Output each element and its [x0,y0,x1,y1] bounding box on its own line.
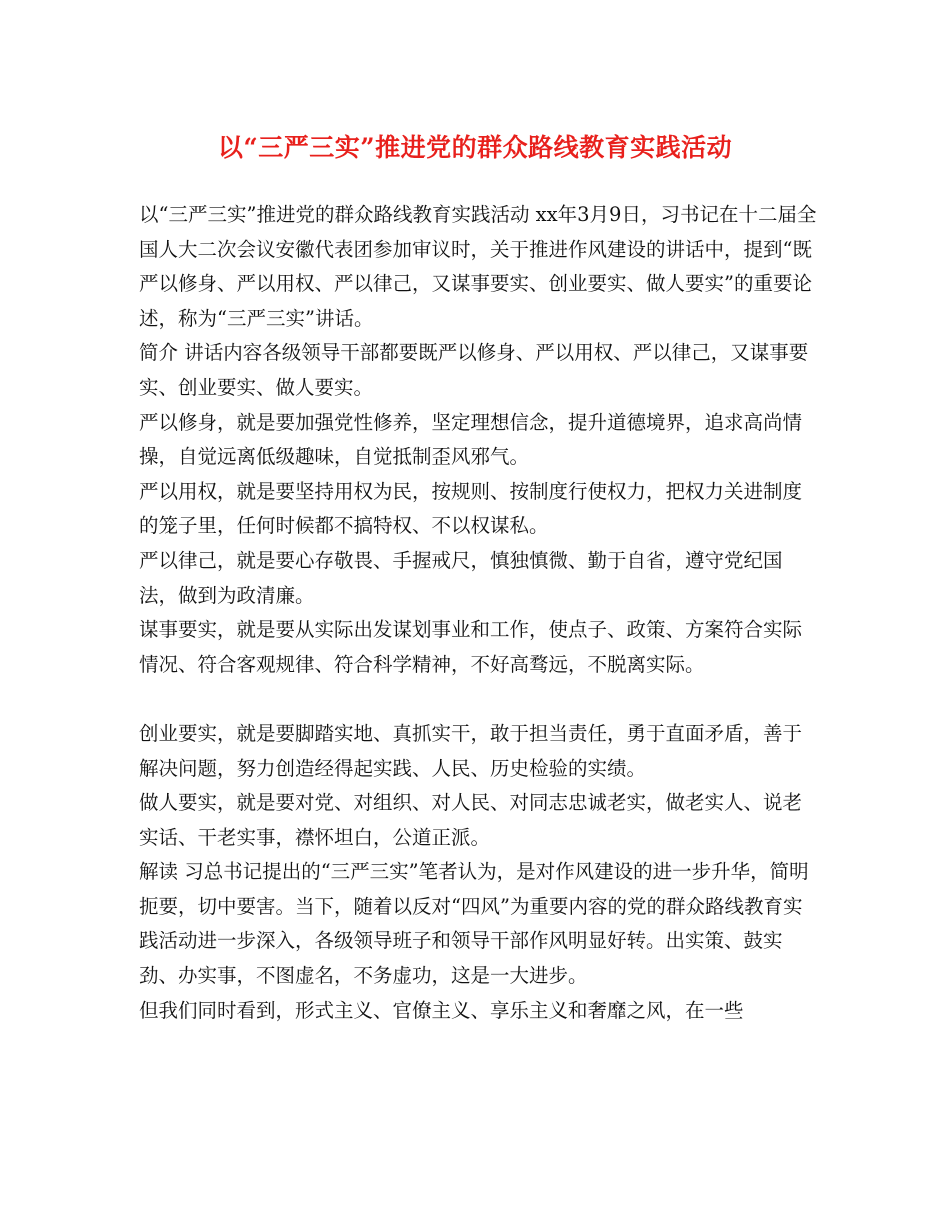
paragraph-practical-conduct: 做人要实，就是要对党、对组织、对人民、对同志忠诚老实，做老实人、说老实话、干老实事，襟怀坦白，公道正派。 [139,791,803,849]
paragraph-practical-planning: 谋事要实，就是要从实际出发谋划事业和工作，使点子、政策、方案符合实际情况、符合客观规律、符合科学精神，不好高骛远，不脱离实际。 [139,618,803,676]
paragraph-self-cultivation: 严以修身，就是要加强党性修养，坚定理想信念，提升道德境界，追求高尚情操，自觉远离低级趣味，自觉抵制歪风邪气。 [139,410,803,469]
paragraph-interpretation: 解读 习总书记提出的“三严三实”笔者认为，是对作风建设的进一步升华，简明扼要，切中要害。当下，随着以反对“四风”为重要内容的党的群众路线教育实践活动进一步深入，各级领导班子和领导干部作风明显好转。出实策、鼓实劲、办实事，不图虚名，不务虚功，这是一大进步。 [139,860,809,988]
paragraph-use-of-power: 严以用权，就是要坚持用权为民，按规则、按制度行使权力，把权力关进制度的笼子里，任何时候都不搞特权、不以权谋私。 [139,479,803,538]
paragraph-summary: 简介 讲话内容各级领导干部都要既严以修身、严以用权、严以律己，又谋事要实、创业要实、做人要实。 [139,341,809,399]
paragraph-gap [139,682,819,717]
paragraph-continuation: 但我们同时看到，形式主义、官僚主义、享乐主义和奢靡之风，在一些 [139,998,744,1022]
document-body [139,198,819,1028]
paragraph-intro: 以“三严三实”推进党的群众路线教育实践活动 xx年3月9日，习书记在十二届全国人大二次会议安徽代表团参加审议时，关于推进作风建设的讲话中，提到“既严以修身、严以用权、严以律己，又谋事要实、创业要实、做人要实”的重要论述，称为“三严三实”讲话。 [139,203,817,330]
document-title: 以“三严三实”推进党的群众路线教育实践活动 [217,133,733,162]
paragraph-practical-work: 创业要实，就是要脚踏实地、真抓实干，敢于担当责任，勇于直面矛盾，善于解决问题，努力创造经得起实践、人民、历史检验的实绩。 [139,721,803,780]
paragraph-self-discipline: 严以律己，就是要心存敬畏、手握戒尺，慎独慎微、勤于自省，遵守党纪国法，做到为政清廉。 [139,548,783,607]
